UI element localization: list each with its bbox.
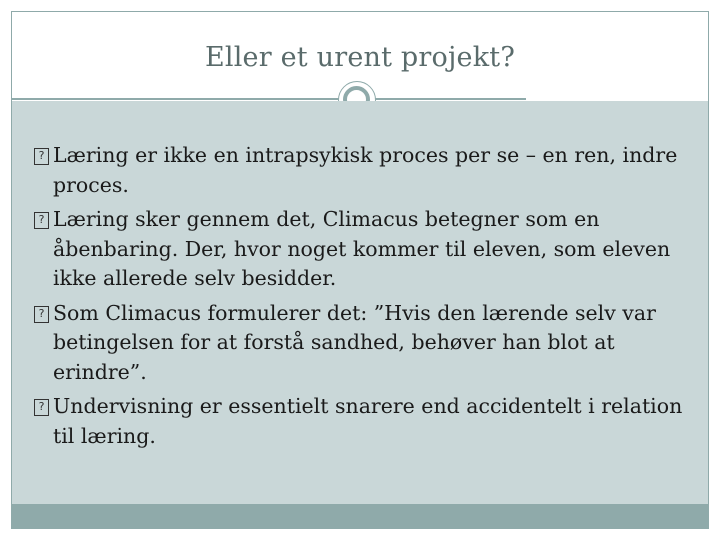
content-area (12, 101, 708, 504)
bullet-text: Som Climacus formulerer det: ”Hvis den lærende selv var betingelsen for at forstå sandhed, behøver han blot at erindre”. (53, 300, 656, 384)
slide-title: Eller et urent projekt? (204, 42, 516, 73)
bottom-accent-bar (12, 504, 708, 528)
bullet-item (34, 392, 698, 451)
bullet-text: Læring er ikke en intrapsykisk proces per se – en ren, indre proces. (53, 143, 678, 197)
bullet-box-icon: ? (34, 212, 49, 229)
bullet-item (34, 205, 698, 294)
title-divider (12, 98, 526, 100)
bullet-text: Undervisning er essentielt snarere end accidentelt i relation til læring. (53, 394, 683, 448)
slide (11, 11, 709, 529)
bullet-box-icon: ? (34, 148, 49, 165)
bullet-text: Læring sker gennem det, Climacus betegner som en åbenbaring. Der, hvor noget kommer til eleven, som eleven ikke allerede selv besidder. (53, 207, 671, 290)
bullet-item (34, 141, 698, 200)
bullet-box-icon: ? (34, 399, 49, 416)
bullet-box-icon: ? (34, 306, 49, 323)
bullet-item (34, 299, 698, 388)
bullet-list (34, 141, 698, 456)
